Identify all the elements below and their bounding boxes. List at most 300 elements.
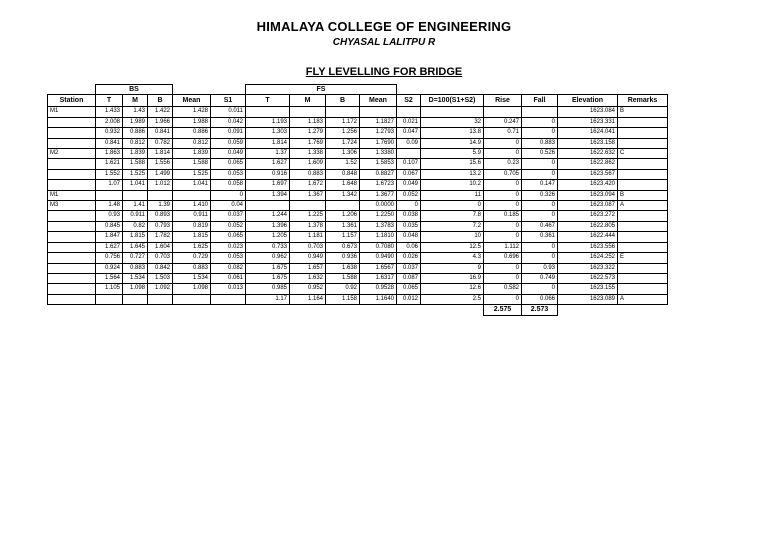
table-cell: 1.6723 — [360, 180, 397, 190]
table-cell — [48, 253, 96, 263]
empty-cell — [96, 305, 123, 315]
table-cell: 0.467 — [522, 221, 558, 231]
table-cell: 0.733 — [246, 242, 290, 252]
table-cell: 1622.632 — [558, 149, 618, 159]
table-cell: 0.812 — [123, 138, 148, 148]
table-cell: 11 — [421, 190, 484, 200]
table-cell: 1.645 — [123, 242, 148, 252]
table-cell: 1.158 — [326, 294, 360, 304]
table-cell: 0.065 — [211, 232, 246, 242]
table-cell: 5.9 — [421, 149, 484, 159]
table-cell: 0.059 — [211, 138, 246, 148]
table-cell: 1.499 — [148, 169, 173, 179]
table-cell: 1.627 — [96, 242, 123, 252]
column-header: Fall — [522, 95, 558, 107]
column-header: Mean — [173, 95, 211, 107]
table-cell: 1624.041 — [558, 128, 618, 138]
table-cell — [397, 107, 421, 117]
table-cell: 1623.322 — [558, 263, 618, 273]
table-cell — [48, 242, 96, 252]
table-cell: 0 — [484, 232, 522, 242]
table-cell: 0 — [522, 242, 558, 252]
table-cell: 1.3783 — [360, 221, 397, 231]
table-cell: 13.8 — [421, 128, 484, 138]
table-cell: 1.367 — [290, 190, 326, 200]
table-cell: 1.525 — [123, 169, 148, 179]
table-cell — [618, 211, 668, 221]
table-cell: 1.525 — [173, 169, 211, 179]
table-cell: 1.7690 — [360, 138, 397, 148]
table-cell: 0.037 — [211, 211, 246, 221]
table-cell: 0.93 — [96, 211, 123, 221]
table-cell — [123, 190, 148, 200]
table-cell: 0.042 — [211, 117, 246, 127]
table-cell: 1.847 — [96, 232, 123, 242]
table-row — [48, 128, 668, 138]
table-cell: 1.552 — [96, 169, 123, 179]
table-cell — [246, 201, 290, 211]
table-cell — [326, 201, 360, 211]
table-cell: 0.037 — [397, 263, 421, 273]
table-cell: 0.703 — [290, 242, 326, 252]
table-cell: 1.172 — [326, 117, 360, 127]
table-cell: 0.911 — [123, 211, 148, 221]
table-cell — [48, 273, 96, 283]
table-cell: 0.883 — [290, 169, 326, 179]
empty-cell — [123, 305, 148, 315]
table-cell — [48, 138, 96, 148]
empty-cell — [558, 305, 618, 315]
table-cell: 0.09 — [397, 138, 421, 148]
table-cell: 10.2 — [421, 180, 484, 190]
table-cell: 0.021 — [397, 117, 421, 127]
table-cell: 1.1810 — [360, 232, 397, 242]
table-row — [48, 242, 668, 252]
column-header: M — [123, 95, 148, 107]
table-cell — [618, 273, 668, 283]
table-cell: 1.604 — [148, 242, 173, 252]
table-cell: 0.916 — [246, 169, 290, 179]
table-cell: A — [618, 201, 668, 211]
table-cell: 1.839 — [123, 149, 148, 159]
table-cell — [211, 294, 246, 304]
table-cell: 1.225 — [290, 211, 326, 221]
table-cell: 0.82 — [123, 221, 148, 231]
table-cell: 1623.087 — [558, 201, 618, 211]
table-cell — [618, 128, 668, 138]
table-cell: 1.609 — [290, 159, 326, 169]
table-cell: 7.2 — [421, 221, 484, 231]
table-cell: 4.3 — [421, 253, 484, 263]
table-cell: 7.8 — [421, 211, 484, 221]
table-cell: 0.703 — [148, 253, 173, 263]
table-cell: 0.782 — [148, 138, 173, 148]
table-cell — [173, 190, 211, 200]
table-cell: 0.924 — [96, 263, 123, 273]
table-cell: 0.9490 — [360, 253, 397, 263]
table-cell: 0.793 — [148, 221, 173, 231]
table-cell: 0.038 — [397, 211, 421, 221]
table-cell: 0 — [211, 190, 246, 200]
table-cell: 1.588 — [123, 159, 148, 169]
empty-cell — [618, 305, 668, 315]
table-cell: 1.37 — [246, 149, 290, 159]
rise-total: 2.575 — [484, 305, 522, 315]
column-header: M — [290, 95, 326, 107]
table-cell: 0.247 — [484, 117, 522, 127]
table-cell: 1.378 — [290, 221, 326, 231]
table-cell: 0 — [421, 201, 484, 211]
table-cell — [618, 117, 668, 127]
table-cell: 1.3677 — [360, 190, 397, 200]
table-cell — [148, 294, 173, 304]
table-cell: 0.061 — [211, 273, 246, 283]
column-header: B — [326, 95, 360, 107]
table-cell — [48, 128, 96, 138]
table-cell: 0.985 — [246, 284, 290, 294]
fall-total: 2.573 — [522, 305, 558, 315]
group-header-row — [48, 85, 668, 95]
table-cell — [173, 294, 211, 304]
table-cell: M2 — [48, 149, 96, 159]
table-cell: 0 — [484, 294, 522, 304]
table-cell: 0.727 — [123, 253, 148, 263]
table-cell: 1.638 — [326, 263, 360, 273]
table-cell: 0.8827 — [360, 169, 397, 179]
fs-group-header: FS — [246, 85, 397, 95]
table-cell: 1.433 — [96, 107, 123, 117]
table-cell — [618, 180, 668, 190]
table-cell — [360, 107, 397, 117]
table-cell: 1623.084 — [558, 107, 618, 117]
table-cell: 1.256 — [326, 128, 360, 138]
table-cell — [48, 159, 96, 169]
table-cell — [484, 107, 522, 117]
table-cell: 0 — [484, 149, 522, 159]
table-cell: 0.023 — [211, 242, 246, 252]
table-cell: 1.675 — [246, 273, 290, 283]
table-cell: 1.181 — [290, 232, 326, 242]
table-cell: 1.839 — [173, 149, 211, 159]
table-cell: 1.697 — [246, 180, 290, 190]
table-cell: 1623.556 — [558, 242, 618, 252]
table-cell: 0 — [522, 211, 558, 221]
table-cell: 0.091 — [211, 128, 246, 138]
column-header: Rise — [484, 95, 522, 107]
table-cell: 1624.252 — [558, 253, 618, 263]
table-row — [48, 273, 668, 283]
table-cell — [96, 294, 123, 304]
table-cell: M1 — [48, 190, 96, 200]
table-cell — [421, 107, 484, 117]
table-cell: 0.082 — [211, 263, 246, 273]
table-cell: 1.105 — [96, 284, 123, 294]
table-row — [48, 221, 668, 231]
table-cell: 0.705 — [484, 169, 522, 179]
college-location: CHYASAL LALITPU R — [332, 37, 436, 48]
table-cell: 1.2793 — [360, 128, 397, 138]
table-cell: 0 — [484, 263, 522, 273]
table-cell: 0.7080 — [360, 242, 397, 252]
totals-row — [48, 305, 668, 315]
table-cell: 1.815 — [123, 232, 148, 242]
empty-cell — [48, 305, 96, 315]
empty-cell — [173, 305, 211, 315]
table-cell: 0.04 — [211, 201, 246, 211]
table-cell: 1623.567 — [558, 169, 618, 179]
table-cell: 1.012 — [148, 180, 173, 190]
table-cell: 1.814 — [246, 138, 290, 148]
table-cell — [48, 263, 96, 273]
table-cell: 1.988 — [173, 117, 211, 127]
table-cell: 1.1827 — [360, 117, 397, 127]
column-header: S2 — [397, 95, 421, 107]
table-cell: 1.814 — [148, 149, 173, 159]
table-cell: 16.9 — [421, 273, 484, 283]
column-header: Elevation — [558, 95, 618, 107]
table-cell — [290, 107, 326, 117]
table-cell: 1.5853 — [360, 159, 397, 169]
table-cell: 1.07 — [96, 180, 123, 190]
table-cell: 0.012 — [397, 294, 421, 304]
table-cell: 0.812 — [173, 138, 211, 148]
table-cell: 0.92 — [326, 284, 360, 294]
table-cell — [48, 284, 96, 294]
table-cell: 32 — [421, 117, 484, 127]
table-cell: 1.564 — [96, 273, 123, 283]
table-cell: 0.71 — [484, 128, 522, 138]
empty-cell — [360, 305, 397, 315]
table-cell — [397, 149, 421, 159]
table-cell: 1.3380 — [360, 149, 397, 159]
empty-cell — [326, 305, 360, 315]
table-cell — [96, 190, 123, 200]
table-cell: 0.962 — [246, 253, 290, 263]
table-row — [48, 232, 668, 242]
table-cell: 1.306 — [326, 149, 360, 159]
table-cell: 0.582 — [484, 284, 522, 294]
table-cell: 0.883 — [173, 263, 211, 273]
empty-cell — [148, 305, 173, 315]
table-cell: 0 — [484, 273, 522, 283]
table-cell: 0.845 — [96, 221, 123, 231]
empty-cell — [397, 305, 421, 315]
table-cell: 0.058 — [211, 180, 246, 190]
table-cell — [148, 190, 173, 200]
column-header: T — [246, 95, 290, 107]
table-row — [48, 169, 668, 179]
table-cell: 0.147 — [522, 180, 558, 190]
column-header: Mean — [360, 95, 397, 107]
table-cell: 0.011 — [211, 107, 246, 117]
table-cell: 1622.805 — [558, 221, 618, 231]
table-cell — [618, 232, 668, 242]
table-row — [48, 201, 668, 211]
table-cell: 1.041 — [173, 180, 211, 190]
table-cell: C — [618, 149, 668, 159]
table-cell: 0.848 — [326, 169, 360, 179]
table-cell: 0.06 — [397, 242, 421, 252]
table-row — [48, 284, 668, 294]
table-cell: 1.1640 — [360, 294, 397, 304]
table-cell — [326, 107, 360, 117]
table-cell: 0.049 — [397, 180, 421, 190]
table-cell — [522, 107, 558, 117]
header-spacer — [48, 85, 96, 95]
table-cell: 0.952 — [290, 284, 326, 294]
table-cell: 0.841 — [148, 128, 173, 138]
table-cell: 0.841 — [96, 138, 123, 148]
table-cell — [48, 211, 96, 221]
table-row — [48, 180, 668, 190]
table-cell — [618, 263, 668, 273]
table-cell: 0 — [397, 201, 421, 211]
column-header: B — [148, 95, 173, 107]
empty-cell — [290, 305, 326, 315]
table-cell: 1.989 — [123, 117, 148, 127]
table-cell: 1623.158 — [558, 138, 618, 148]
table-cell: 0.052 — [211, 221, 246, 231]
table-cell: 0.883 — [123, 263, 148, 273]
table-cell: 1.361 — [326, 221, 360, 231]
table-cell: 1.556 — [148, 159, 173, 169]
table-cell — [246, 107, 290, 117]
table-cell — [48, 294, 96, 304]
table-row — [48, 253, 668, 263]
table-cell: 0.9528 — [360, 284, 397, 294]
table-row — [48, 159, 668, 169]
empty-cell — [421, 305, 484, 315]
table-cell: 0.361 — [522, 232, 558, 242]
table-cell: 1623.420 — [558, 180, 618, 190]
table-cell: 0.949 — [290, 253, 326, 263]
table-cell — [618, 284, 668, 294]
table-cell: 1.588 — [173, 159, 211, 169]
table-cell: 1.098 — [173, 284, 211, 294]
column-header: S1 — [211, 95, 246, 107]
table-row — [48, 263, 668, 273]
column-header: T — [96, 95, 123, 107]
table-cell: 1.724 — [326, 138, 360, 148]
table-cell — [48, 169, 96, 179]
table-cell: 0.893 — [148, 211, 173, 221]
table-cell: B — [618, 107, 668, 117]
table-cell: 1623.155 — [558, 284, 618, 294]
table-cell: 1.657 — [290, 263, 326, 273]
table-cell: 0 — [522, 169, 558, 179]
table-cell: 1.164 — [290, 294, 326, 304]
table-cell: M1 — [48, 107, 96, 117]
table-cell — [48, 221, 96, 231]
table-cell: 0.0000 — [360, 201, 397, 211]
table-cell: 0.749 — [522, 273, 558, 283]
table-cell: 0.053 — [211, 169, 246, 179]
table-cell: 1.279 — [290, 128, 326, 138]
table-cell: 13.2 — [421, 169, 484, 179]
table-cell: A — [618, 294, 668, 304]
table-row — [48, 190, 668, 200]
column-header-row — [48, 95, 668, 107]
table-cell: 1.632 — [290, 273, 326, 283]
bs-group-header: BS — [96, 85, 173, 95]
table-cell: 1.193 — [246, 117, 290, 127]
table-cell: 1.588 — [326, 273, 360, 283]
table-cell: 1.183 — [290, 117, 326, 127]
fly-levelling-table — [47, 84, 668, 316]
table-cell: 0.93 — [522, 263, 558, 273]
table-cell: 1.394 — [246, 190, 290, 200]
table-cell: 0.048 — [397, 232, 421, 242]
table-cell: 0 — [484, 201, 522, 211]
table-cell: 0.049 — [211, 149, 246, 159]
header-spacer — [397, 85, 668, 95]
table-row — [48, 294, 668, 304]
table-cell: 1.672 — [290, 180, 326, 190]
table-cell: 1.534 — [173, 273, 211, 283]
table-cell: 1.769 — [290, 138, 326, 148]
table-cell: 1.244 — [246, 211, 290, 221]
table-cell: 9 — [421, 263, 484, 273]
table-cell: 2.008 — [96, 117, 123, 127]
table-cell: 1.6567 — [360, 263, 397, 273]
table-row — [48, 138, 668, 148]
table-cell: 1.041 — [123, 180, 148, 190]
table-cell: 1622.573 — [558, 273, 618, 283]
table-cell: 12.6 — [421, 284, 484, 294]
table-cell: 1.410 — [173, 201, 211, 211]
sheet-title: FLY LEVELLING FOR BRIDGE — [305, 66, 463, 78]
table-cell — [618, 221, 668, 231]
column-header: Remarks — [618, 95, 668, 107]
empty-cell — [211, 305, 246, 315]
table-cell: 0 — [484, 190, 522, 200]
table-cell: 1.092 — [148, 284, 173, 294]
table-cell: 0.526 — [522, 149, 558, 159]
table-cell: 0.052 — [397, 190, 421, 200]
table-cell: 2.5 — [421, 294, 484, 304]
column-header: Station — [48, 95, 96, 107]
table-cell: 12.5 — [421, 242, 484, 252]
table-cell: 1.675 — [246, 263, 290, 273]
table-cell: 1.39 — [148, 201, 173, 211]
table-cell: 0.696 — [484, 253, 522, 263]
table-cell: 1.534 — [123, 273, 148, 283]
table-cell: 1.503 — [148, 273, 173, 283]
table-cell: 1623.272 — [558, 211, 618, 221]
table-cell: 0 — [522, 159, 558, 169]
table-cell: 0.035 — [397, 221, 421, 231]
table-row — [48, 149, 668, 159]
table-cell — [48, 117, 96, 127]
table-cell: 0.936 — [326, 253, 360, 263]
table-cell: 1623.094 — [558, 190, 618, 200]
table-cell: 1.2250 — [360, 211, 397, 221]
table-cell: 1623.331 — [558, 117, 618, 127]
table-cell: 0.932 — [96, 128, 123, 138]
table-cell: 0.23 — [484, 159, 522, 169]
table-cell: 1.17 — [246, 294, 290, 304]
table-cell: 1.41 — [123, 201, 148, 211]
table-cell: 1.52 — [326, 159, 360, 169]
table-cell: 1.206 — [326, 211, 360, 221]
table-cell: 0 — [484, 221, 522, 231]
table-cell: 0.326 — [522, 190, 558, 200]
table-cell: 0.026 — [397, 253, 421, 263]
table-cell: 1.303 — [246, 128, 290, 138]
table-cell: E — [618, 253, 668, 263]
column-header: D=100(S1+S2) — [421, 95, 484, 107]
table-cell: 14.9 — [421, 138, 484, 148]
